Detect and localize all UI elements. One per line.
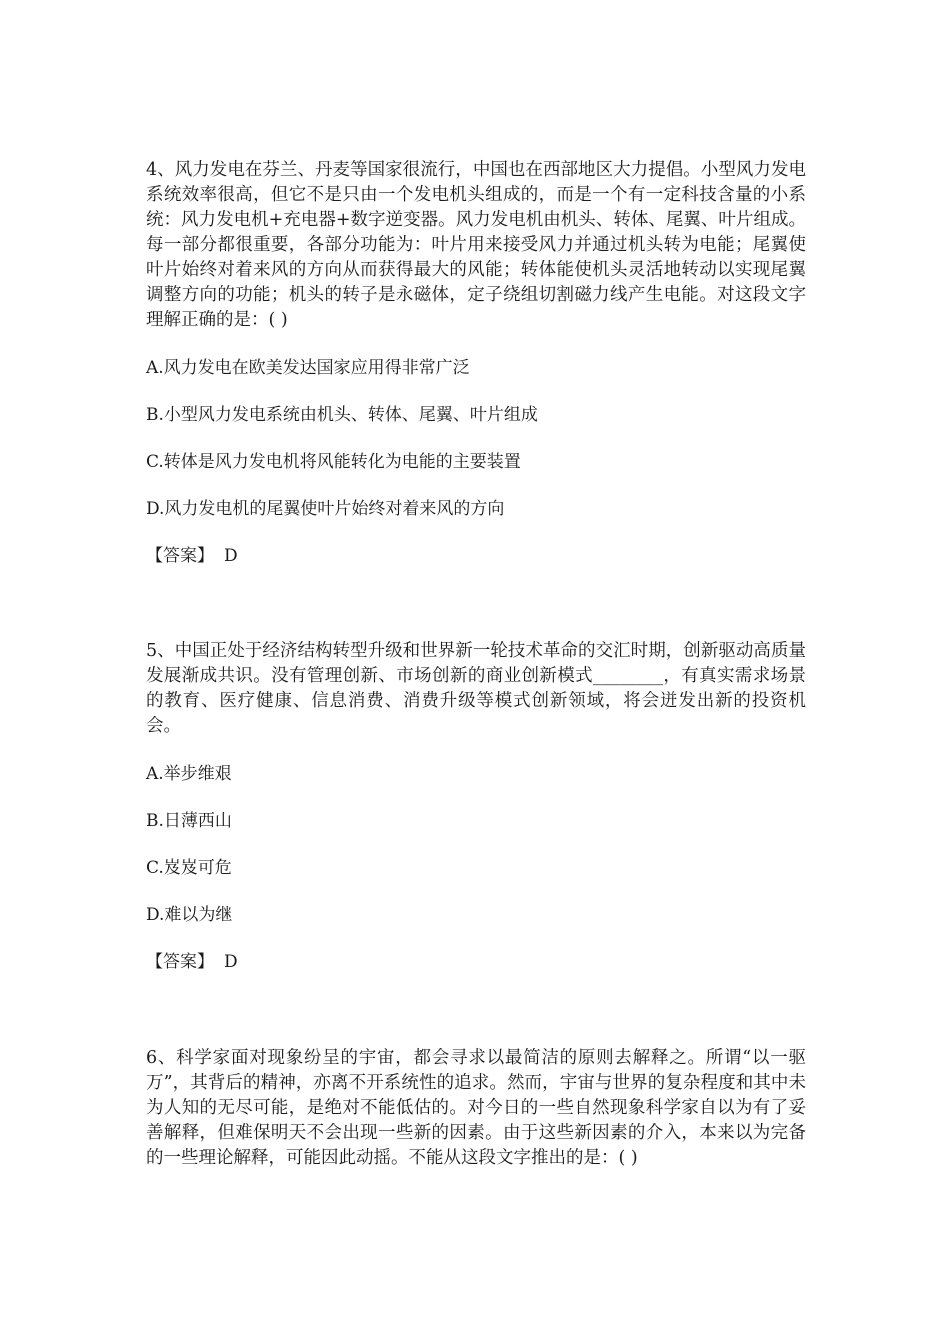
answer-value: D: [224, 546, 238, 566]
option-d: D.风力发电机的尾翼使叶片始终对着来风的方向: [146, 499, 505, 519]
answer-label: 【答案】: [146, 952, 214, 972]
answer-label: 【答案】: [146, 546, 214, 566]
question-5: [146, 639, 806, 975]
option-c: C.转体是风力发电机将风能转化为电能的主要装置: [146, 452, 521, 472]
question-stem: 4、风力发电在芬兰、丹麦等国家很流行，中国也在西部地区大力提倡。小型风力发电系统效率很高，但它不是只由一个发电机头组成的，而是一个有一定科技含量的小系统：风力发电机+充电器+数字逆变器。风力发电机由机头、转体、尾翼、叶片组成。每一部分都很重要，各部分功能为：叶片用来接受风力并通过机头转为电能；尾翼使叶片始终对着来风的方向从而获得最大的风能；转体能使机头灵活地转动以实现尾翼调整方向的功能；机头的转子是永磁体，定子绕组切割磁力线产生电能。对这段文字理解正确的是：( ): [146, 160, 806, 330]
answer-line: [146, 950, 806, 975]
document-page: [146, 158, 806, 1194]
option-a: A.风力发电在欧美发达国家应用得非常广泛: [146, 358, 470, 378]
answer-value: D: [224, 952, 238, 972]
option-d: D.难以为继: [146, 905, 233, 925]
option-c: C.岌岌可危: [146, 858, 232, 878]
question-stem: 6、科学家面对现象纷呈的宇宙，都会寻求以最简洁的原则去解释之。所谓“以一驱万”，其背后的精神，亦离不开系统性的追求。然而，宇宙与世界的复杂程度和其中未为人知的无尽可能，是绝对不能低估的。对今日的一些自然现象科学家自以为有了妥善解释，但难保明天不会出现一些新的因素。由于这些新因素的介入，本来以为完备的一些理论解释，可能因此动摇。不能从这段文字推出的是：( ): [146, 1048, 806, 1168]
question-stem: 5、中国正处于经济结构转型升级和世界新一轮技术革命的交汇时期，创新驱动高质量发展渐成共识。没有管理创新、市场创新的商业创新模式________，有真实需求场景的教育、医疗健康、信息消费、消费升级等模式创新领域，将会迸发出新的投资机会。: [146, 641, 806, 736]
option-a: A.举步维艰: [146, 764, 232, 784]
question-4: [146, 158, 806, 569]
answer-line: [146, 544, 806, 569]
question-6: [146, 1046, 806, 1171]
option-b: B.日薄西山: [146, 811, 232, 831]
option-b: B.小型风力发电系统由机头、转体、尾翼、叶片组成: [146, 405, 538, 425]
